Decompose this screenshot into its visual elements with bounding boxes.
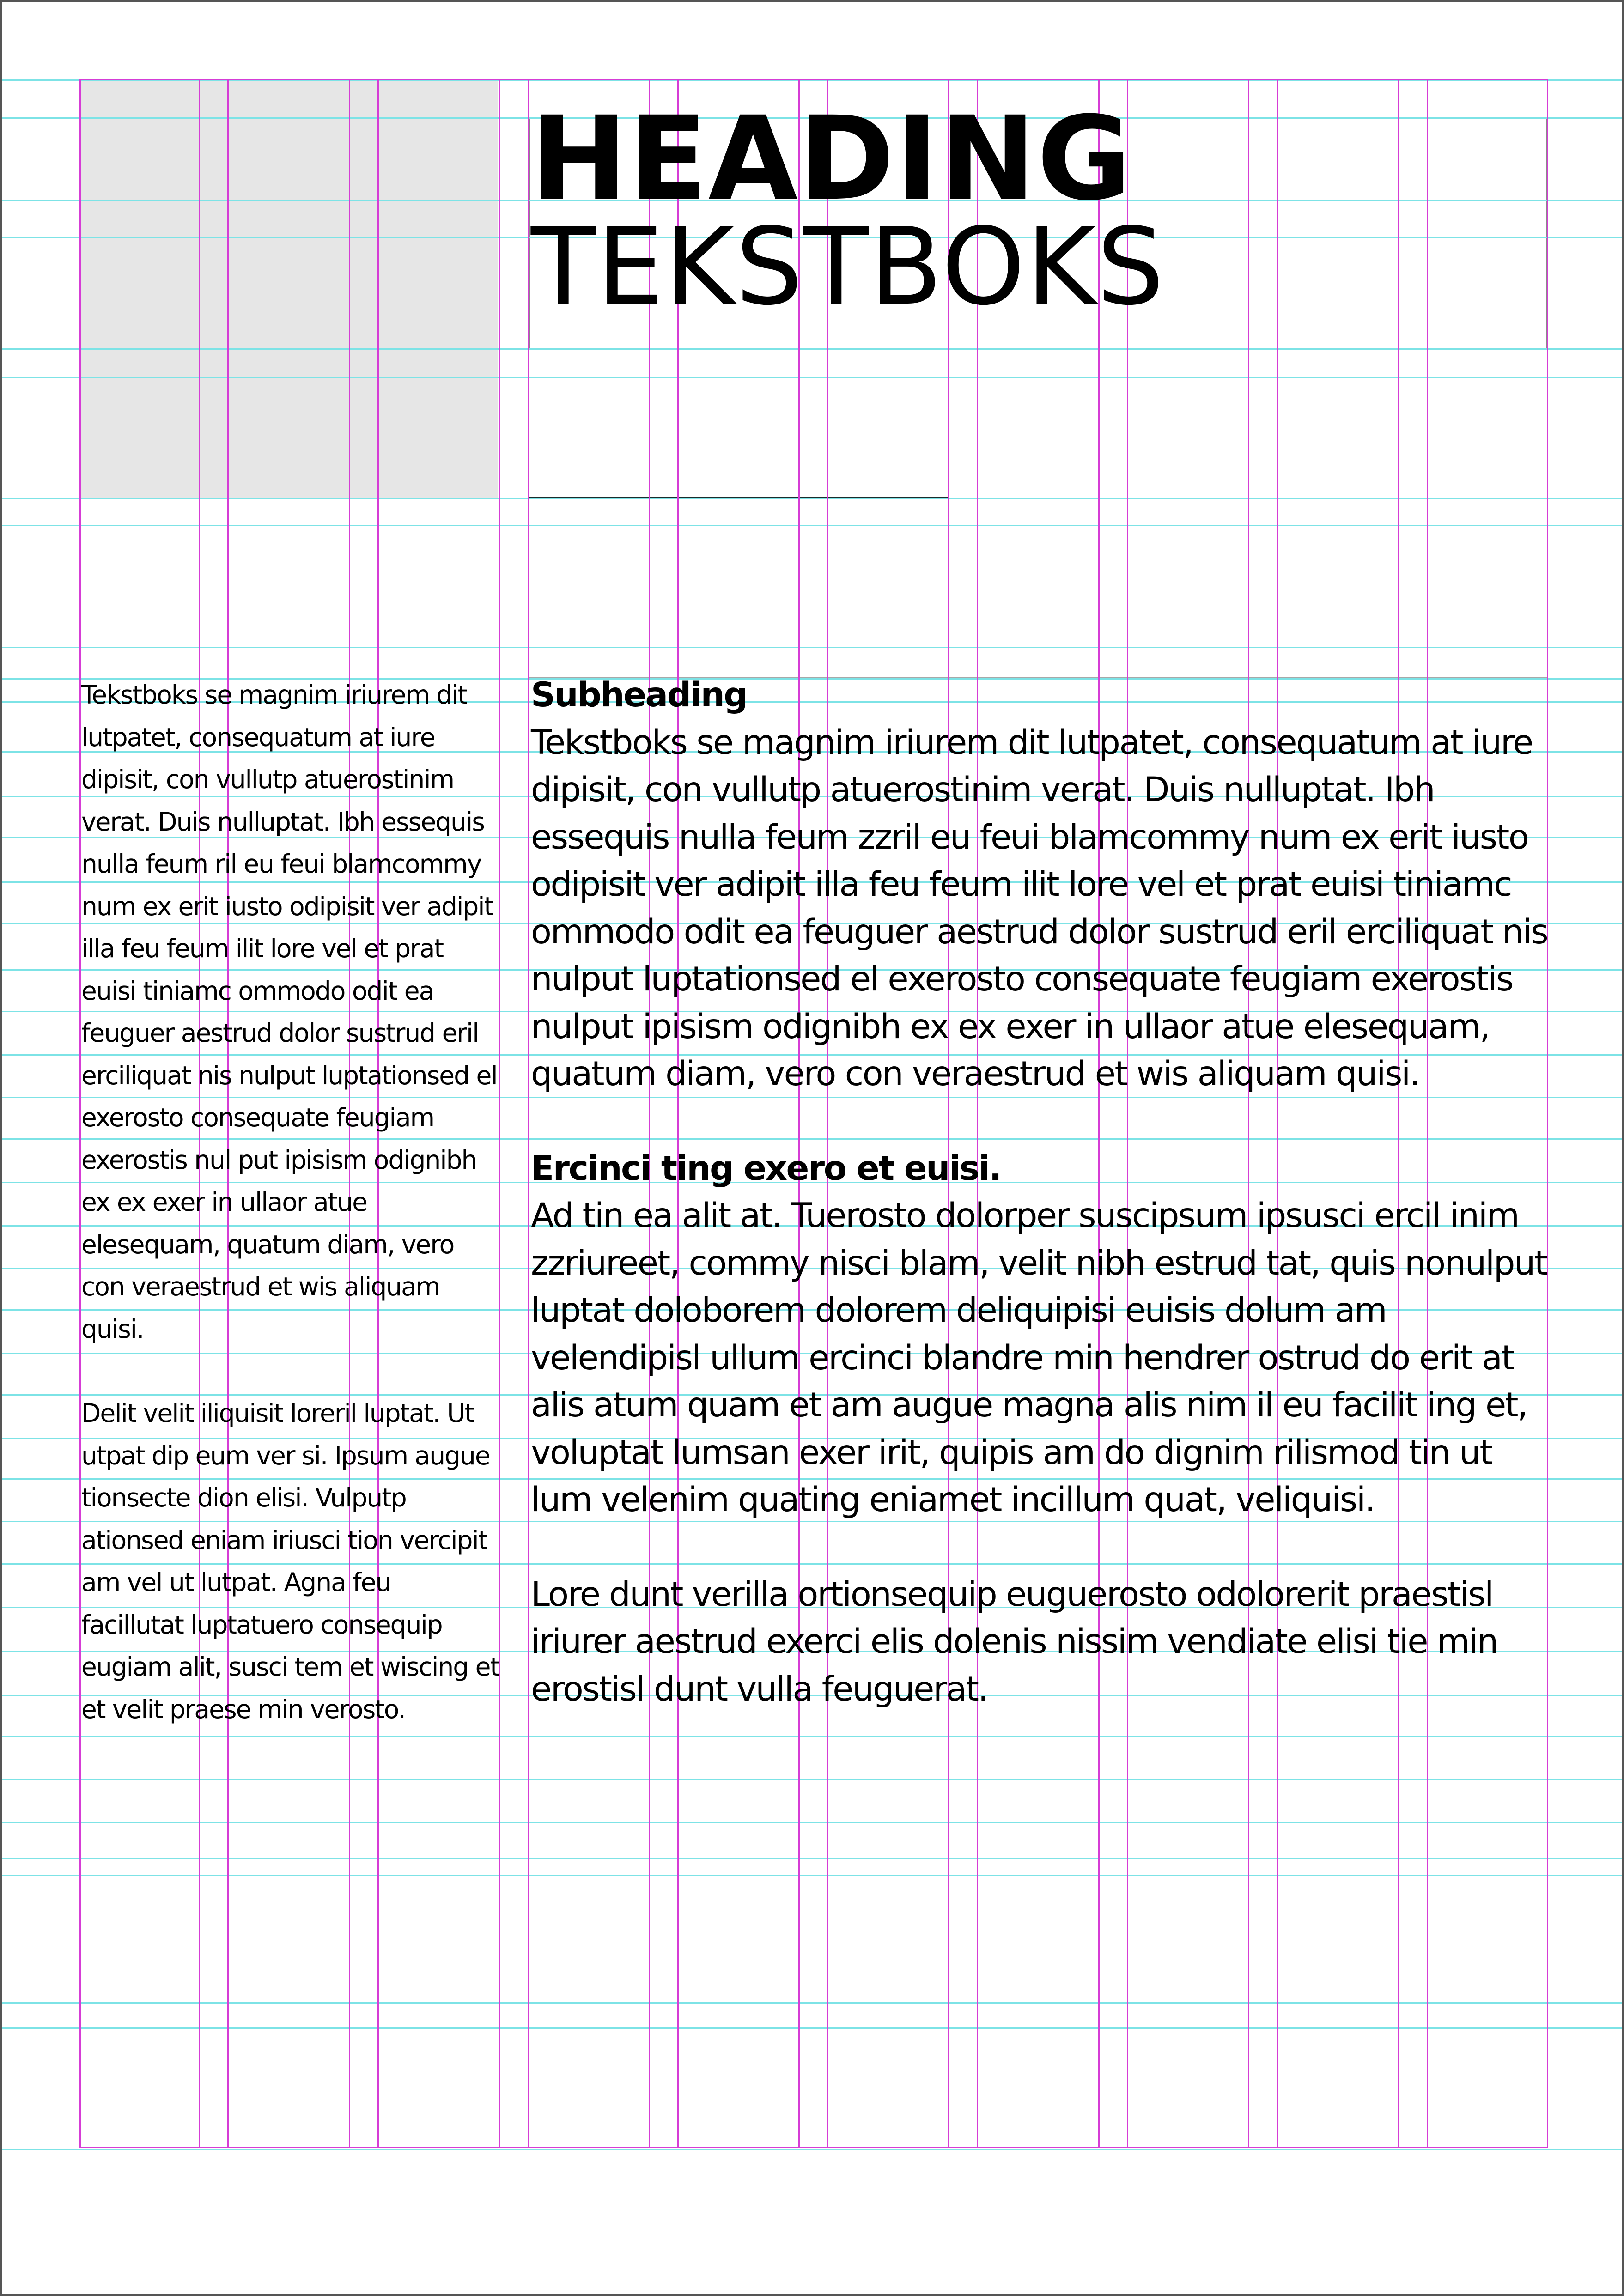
heading-title: HEADING [531, 91, 1133, 226]
main-paragraph: Lore dunt verilla ortionsequip euguerosto odolorerit praestisl iriurer aestrud exerci elis dolenis nissim vendiate elisi tie min erostisl dunt vulla feuguerat. [531, 1574, 1497, 1709]
sidebar-paragraph: Delit velit iliquisit loreril luptat. Ut utpat dip eum ver si. Ipsum augue tionsecte dion elisi. Vulputp ationsed eniam iriusci tion vercipit am vel ut lutpat. Agna feu facillutat luptatuero consequip eugiam alit, susci tem et wiscing et et velit praese min verosto. [81, 1398, 499, 1724]
heading-subtitle: TEKSTBOKS [531, 206, 1165, 329]
main-paragraph: Tekstboks se magnim iriurem dit lutpatet, consequatum at iure dipisit, con vullutp atuerostinim verat. Duis nulluptat. Ibh essequis nulla feum zzril eu feui blamcommy num ex erit iusto odipisit ver adipit illa feu feum ilit lore vel et prat euisi tiniamc ommodo odit ea feuguer aestrud dolor sustrud eril erciliquat nis nulput luptationsed el exerosto consequate feugiam exerostis nulput ipisism odignibh ex ex exer in ullaor atue elesequam, quatum diam, vero con veraestrud et wis aliquam quisi. [531, 723, 1548, 1093]
subheading: Subheading [531, 675, 747, 715]
margin-guide-line [79, 79, 1548, 80]
column-guide-line [528, 79, 529, 2148]
sidebar-text-column [81, 674, 499, 1773]
main-text-column [531, 672, 1552, 1760]
column-guide-line [79, 79, 81, 2148]
subheading: Ercinci ting exero et euisi. [531, 1148, 1001, 1188]
sidebar-paragraph: Tekstboks se magnim iriurem dit lutpatet, consequatum at iure dipisit, con vullutp atuerostinim verat. Duis nulluptat. Ibh essequis nulla feum ril eu feui blamcommy num ex erit iusto odipisit ver adipit illa feu feum ilit lore vel et prat euisi tiniamc ommodo odit ea feuguer aestrud dolor sustrud eril erciliquat nis nulput luptationsed el exerosto consequate feugiam exerostis nul put ipisism odignibh ex ex exer in ullaor atue elesequam, quatum diam, vero con veraestrud et wis aliquam quisi. [81, 680, 497, 1344]
margin-guide-line [79, 2147, 1548, 2148]
main-paragraph: Ad tin ea alit at. Tuerosto dolorper suscipsum ipsusci ercil inim zzriureet, commy nisci blam, velit nibh estrud tat, quis nonulput luptat doloborem dolorem deliquipisi euisis dolum am velendipisl ullum ercinci blandre min hendrer ostrud do erit at alis atum quam et am augue magna alis nim il eu facilit ing et, voluptat lumsan exer irit, quipis am do dignim rilismod tin ut lum velenim quating eniamet incillum quat, veliquisi. [531, 1196, 1547, 1519]
